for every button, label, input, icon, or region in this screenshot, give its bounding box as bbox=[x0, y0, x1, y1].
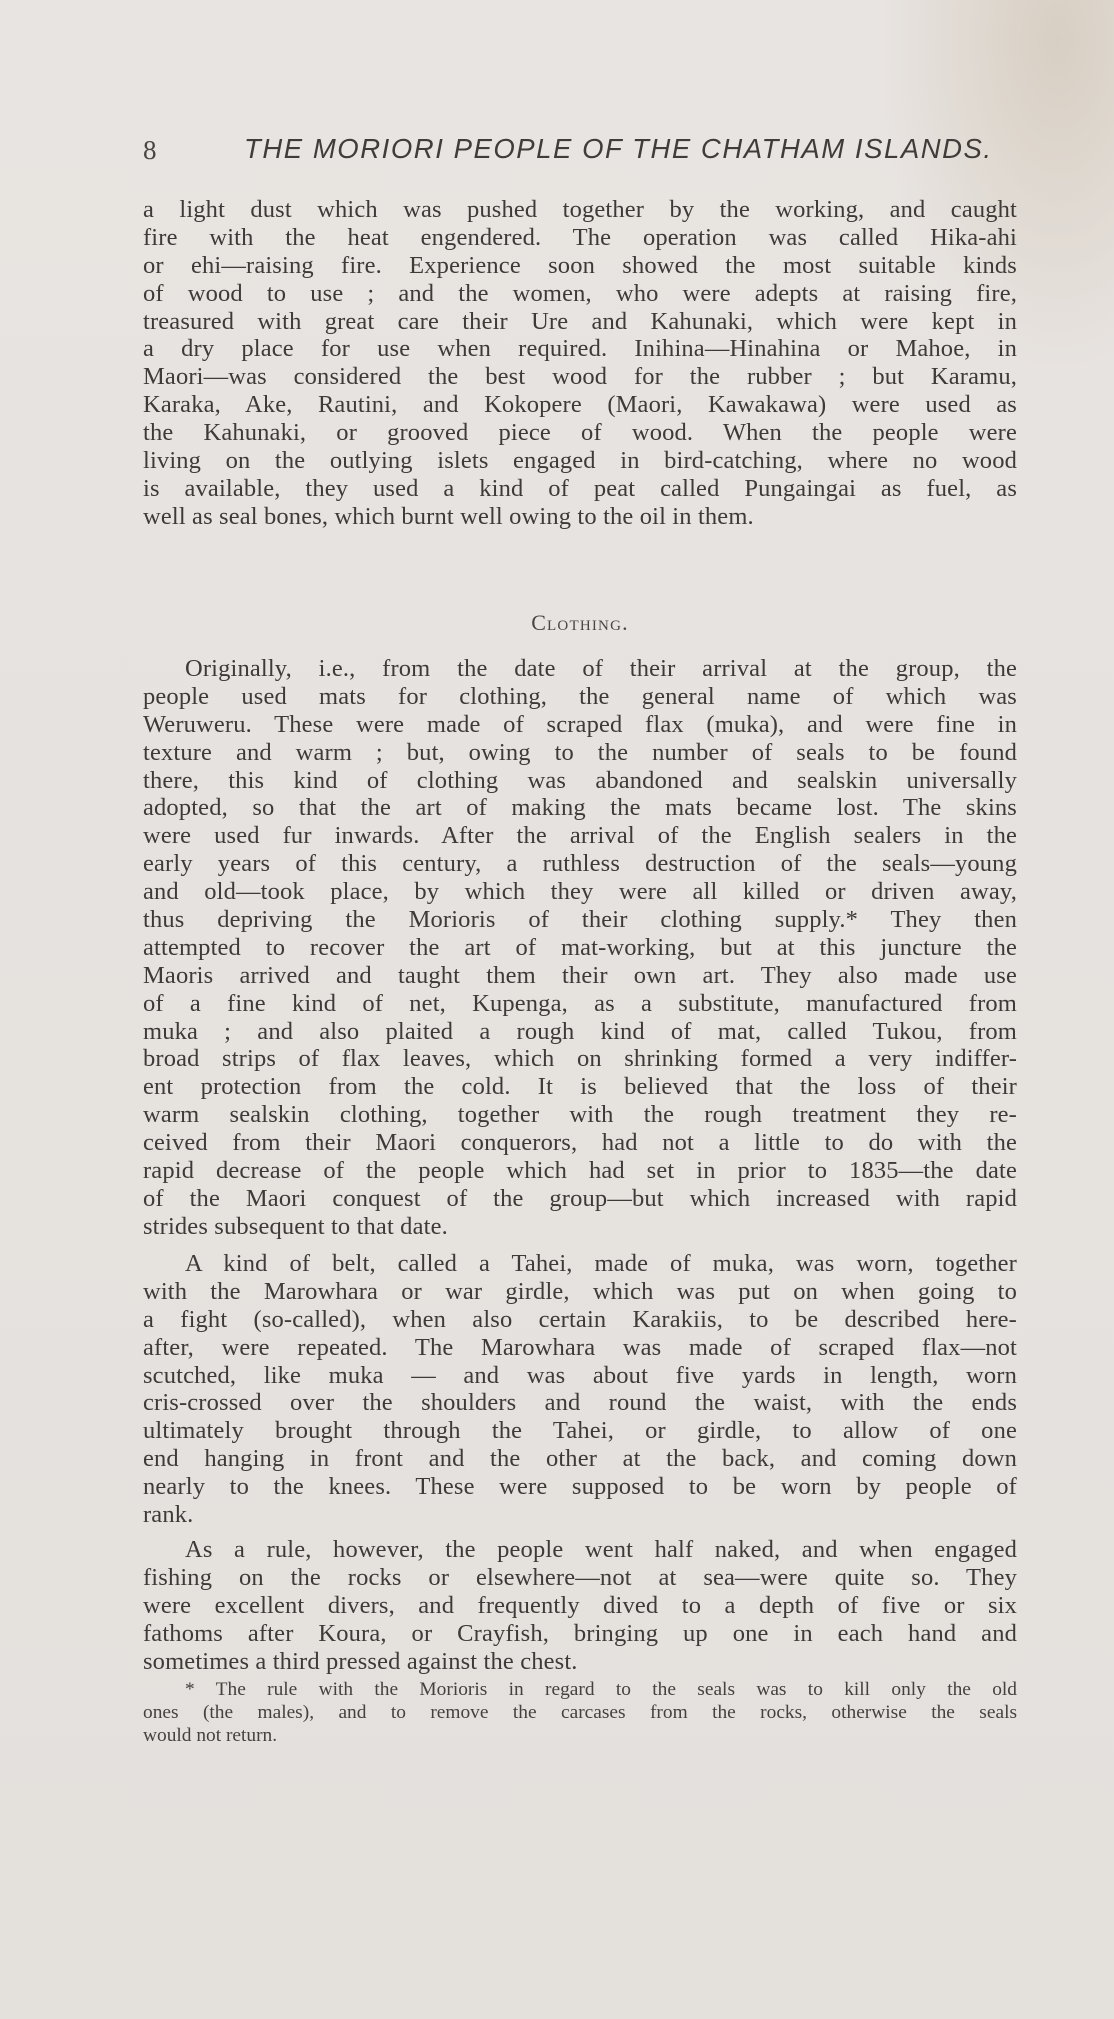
text-line: and old—took place, by which they were all killed or driven away, bbox=[143, 878, 1017, 906]
text-line: texture and warm ; but, owing to the number of seals to be found bbox=[143, 738, 1017, 766]
text-line: A kind of belt, called a Tahei, made of muka, was worn, together bbox=[185, 1250, 1017, 1277]
text-line: a dry place for use when required. Inihina—Hinahina or Mahoe, in bbox=[143, 335, 1017, 363]
text-line: were excellent divers, and frequently dived to a depth of five or six bbox=[143, 1591, 1017, 1619]
text-line: rank. bbox=[143, 1501, 194, 1529]
footnote-line: would not return. bbox=[143, 1725, 278, 1747]
text-line: Maoris arrived and taught them their own art. They also made use bbox=[143, 961, 1017, 989]
text-line: living on the outlying islets engaged in bird-catching, where no wood bbox=[143, 447, 1017, 475]
text-line: adopted, so that the art of making the mats became lost. The skins bbox=[143, 794, 1017, 822]
text-line: a light dust which was pushed together by the working, and caught bbox=[143, 196, 1017, 223]
text-line: broad strips of flax leaves, which on shrinking formed a very indiffer- bbox=[143, 1045, 1017, 1073]
text-line: the Kahunaki, or grooved piece of wood. When the people were bbox=[143, 419, 1017, 447]
text-line: sometimes a third pressed against the chest. bbox=[143, 1647, 578, 1675]
text-line: Originally, i.e., from the date of their arrival at the group, the bbox=[185, 655, 1017, 682]
text-line: there, this kind of clothing was abandoned and sealskin universally bbox=[143, 766, 1017, 794]
text-line: were used fur inwards. After the arrival of the English sealers in the bbox=[143, 822, 1017, 850]
text-line: thus depriving the Morioris of their clothing supply.* They then bbox=[143, 906, 1017, 934]
text-line: treasured with great care their Ure and Kahunaki, which were kept in bbox=[143, 307, 1017, 335]
footnote bbox=[143, 1678, 1017, 1748]
text-line: a fight (so-called), when also certain Karakiis, to be described here- bbox=[143, 1305, 1017, 1333]
text-line: scutched, like muka — and was about five yards in length, worn bbox=[143, 1361, 1017, 1389]
text-line: attempted to recover the art of mat-working, but at this juncture the bbox=[143, 933, 1017, 961]
running-title: THE MORIORI PEOPLE OF THE CHATHAM ISLANDS. bbox=[244, 133, 993, 164]
text-line: or ehi—raising fire. Experience soon showed the most suitable kinds bbox=[143, 251, 1017, 279]
text-line: fire with the heat engendered. The operation was called Hika-ahi bbox=[143, 223, 1017, 251]
text-line: warm sealskin clothing, together with the rough treatment they re- bbox=[143, 1101, 1017, 1129]
text-line: after, were repeated. The Marowhara was made of scraped flax—not bbox=[143, 1333, 1017, 1361]
text-line: with the Marowhara or war girdle, which was put on when going to bbox=[143, 1277, 1017, 1305]
text-line: muka ; and also plaited a rough kind of mat, called Tukou, from bbox=[143, 1017, 1017, 1045]
text-line: end hanging in front and the other at the back, and coming down bbox=[143, 1445, 1017, 1473]
text-line: of wood to use ; and the women, who were adepts at raising fire, bbox=[143, 279, 1017, 307]
paragraph-half-naked bbox=[143, 1536, 1017, 1675]
text-line: strides subsequent to that date. bbox=[143, 1212, 448, 1240]
paragraph-clothing-origins bbox=[143, 655, 1017, 1241]
footnote-line: ones (the males), and to remove the carcases from the rocks, otherwise the seals bbox=[143, 1702, 1017, 1724]
text-line: ultimately brought through the Tahei, or girdle, to allow of one bbox=[143, 1417, 1017, 1445]
text-line: ceived from their Maori conquerors, had not a little to do with the bbox=[143, 1129, 1017, 1157]
text-line: early years of this century, a ruthless destruction of the seals—young bbox=[143, 850, 1017, 878]
text-line: well as seal bones, which burnt well owing to the oil in them. bbox=[143, 502, 754, 530]
text-line: of a fine kind of net, Kupenga, as a substitute, manufactured from bbox=[143, 989, 1017, 1017]
text-line: As a rule, however, the people went half naked, and when engaged bbox=[185, 1536, 1017, 1563]
text-line: Maori—was considered the best wood for the rubber ; but Karamu, bbox=[143, 363, 1017, 391]
page-number: 8 bbox=[143, 135, 157, 165]
footnote-line: * The rule with the Morioris in regard to the seals was to kill only the old bbox=[185, 1679, 1017, 1700]
text-line: rapid decrease of the people which had set in prior to 1835—the date bbox=[143, 1157, 1017, 1185]
running-head bbox=[143, 133, 993, 173]
text-line: fishing on the rocks or elsewhere—not at sea—were quite so. They bbox=[143, 1563, 1017, 1591]
text-line: Karaka, Ake, Rautini, and Kokopere (Maori, Kawakawa) were used as bbox=[143, 391, 1017, 419]
text-line: people used mats for clothing, the general name of which was bbox=[143, 682, 1017, 710]
paragraph-belt-girdle bbox=[143, 1250, 1017, 1529]
paragraph-fire-making bbox=[143, 196, 1017, 531]
text-line: cris-crossed over the shoulders and round the waist, with the ends bbox=[143, 1389, 1017, 1417]
text-line: fathoms after Koura, or Crayfish, bringing up one in each hand and bbox=[143, 1619, 1017, 1647]
text-line: of the Maori conquest of the group—but which increased with rapid bbox=[143, 1184, 1017, 1212]
text-line: is available, they used a kind of peat called Pungaingai as fuel, as bbox=[143, 474, 1017, 502]
text-line: ent protection from the cold. It is believed that the loss of their bbox=[143, 1073, 1017, 1101]
section-heading-clothing: Clothing. bbox=[531, 610, 629, 635]
text-line: Weruweru. These were made of scraped flax (muka), and were fine in bbox=[143, 710, 1017, 738]
text-line: nearly to the knees. These were supposed to be worn by people of bbox=[143, 1473, 1017, 1501]
